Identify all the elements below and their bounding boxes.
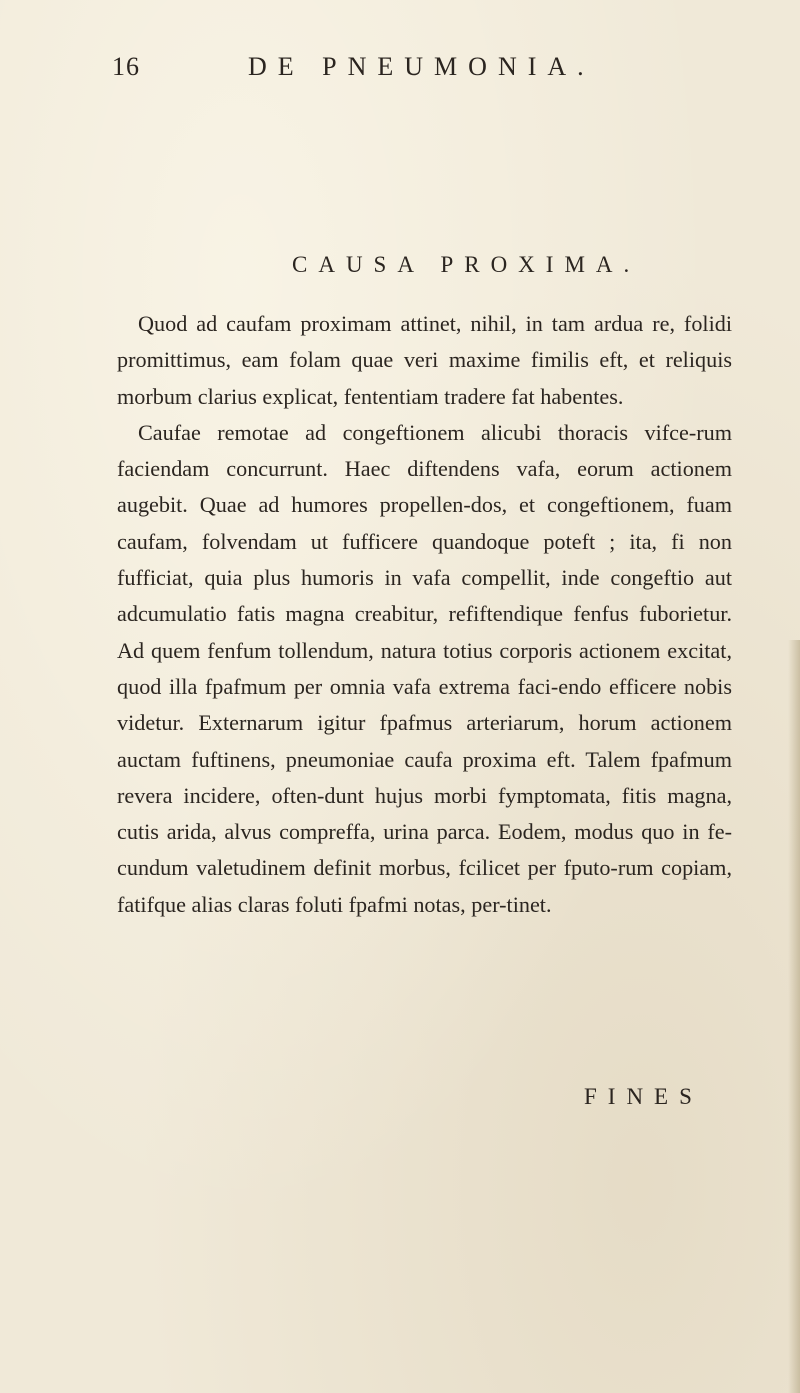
paragraph: Quod ad caufam proximam attinet, nihil, in tam ardua re, folidi promittimus, eam folam quae veri maxime fimilis eft, et reliquis morbum clarius explicat, fententiam tradere fat habentes. <box>117 311 732 409</box>
body-text <box>117 306 732 923</box>
paragraph: Caufae remotae ad congeftionem alicubi thoracis vifce-rum faciendam concurrunt. Haec diftendens vafa, eorum actionem augebit. Quae ad humores propellen-dos, et congeftionem, fuam caufam, folvendam ut fufficere quandoque poteft ; ita, fi non fufficiat, quia plus humoris in vafa compellit, inde congeftio aut adcumulatio fatis magna creabitur, refiftendique fenfus fuborietur. Ad quem fenfum tollendum, natura totius corporis actionem excitat, quod illa fpafmum per omnia vafa extrema faci-endo efficere nobis videtur. Externarum igitur fpafmus arteriarum, horum actionem auctam fuftinens, pneumoniae caufa proxima eft. Talem fpafmum revera incidere, often-dunt hujus morbi fymptomata, fitis magna, cutis arida, alvus compreffa, urina parca. Eodem, modus quo in fe-cundum valetudinem definit morbus, fcilicet per fputo-rum copiam, fatifque alias claras foluti fpafmi notas, per-tinet. <box>117 419 732 917</box>
fines-closing: FINES <box>584 1084 703 1109</box>
section-heading: CAUSA PROXIMA. <box>292 252 641 277</box>
running-head <box>0 52 800 92</box>
running-title: DE PNEUMONIA. <box>248 52 595 81</box>
page-number: 16 <box>112 52 140 81</box>
page-edge-shadow <box>788 640 800 1393</box>
